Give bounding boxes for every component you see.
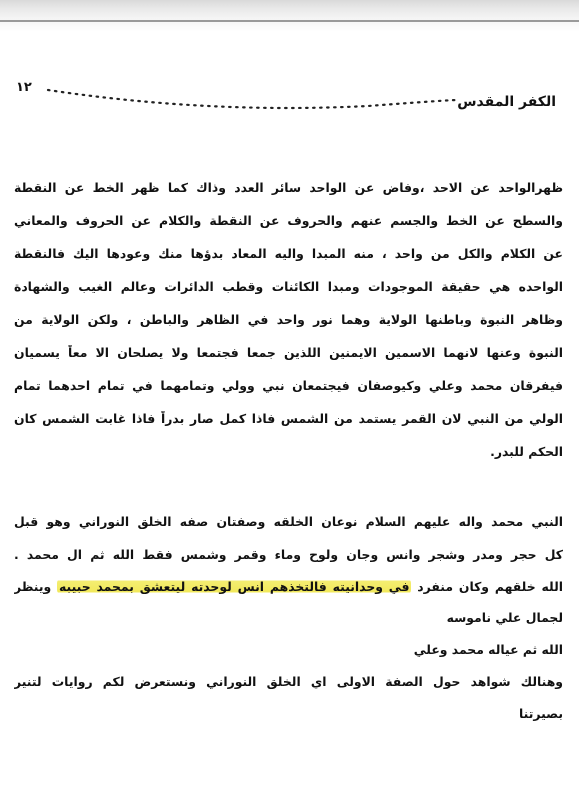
text-line: الحكم للبدر.	[490, 444, 563, 459]
text-line: الولي من النبي لان القمر يستمد من الشمس فاذا كمل صار بدراً فاذا غابت الشمس كان	[14, 411, 563, 426]
text-line: النبوة وعنها لانهما الاسمين الايمنين اللذين جمعا فجتمعا ولا يصلحان الا معاً يسميان	[14, 345, 563, 360]
page-number: ١٢	[16, 80, 32, 95]
text-line: والسطح عن الخط والجسم عنهم والحروف عن النقطة والكلام عن الحروف والمعاني	[14, 213, 563, 228]
scan-top-edge	[0, 0, 579, 32]
text-line: وظاهر النبوة وباطنها الولاية وهما نور واحد في الظاهر والباطن ، ولكن الولاية من	[14, 312, 563, 327]
text-line: الواحده هي حقيقة الموجودات ومبدا الكائنات وقطب الدائرات وعالم الغيب والشهادة	[14, 279, 563, 294]
text-line: فيفرقان محمد وعلي وكيوصفان فيجتمعان نبي وولي وتمامهما في تمام احدهما تمام	[14, 378, 563, 393]
chapter-title: الكفر المقدس	[457, 94, 556, 110]
highlighted-line	[14, 579, 563, 594]
text-line: وهنالك شواهد حول الصفة الاولى اي الخلق النوراني ونستعرض لكم روايات لتنير	[14, 674, 563, 689]
text-line: بصيرتنا	[519, 706, 563, 721]
text-line: عن الكلام والكل من واحد ، منه المبدا واليه المعاد بدؤها منك وعودها اليك فالنقطة	[14, 246, 563, 261]
text-line: ظهرالواحد عن الاحد ،وفاض عن الواحد سائر العدد وذاك كما ظهر الخط عن النقطة	[14, 180, 563, 195]
text-line: كل حجر ومدر وشجر وانس وجان ولوح وماء وقمر وشمس فقط الله ثم ال محمد .	[14, 547, 563, 562]
text-line: النبي محمد واله عليهم السلام نوعان الخلقه وصفتان صفه الخلق النوراني وهو قبل	[14, 514, 563, 529]
text-segment: وينظر	[14, 579, 58, 594]
text-line: لجمال علي ناموسه	[446, 610, 563, 625]
page-header	[8, 70, 556, 118]
text-line: الله ثم عياله محمد وعلي	[413, 642, 563, 657]
highlighted-text: في وحدانيته فالتخذهم انس لوحدته ليتعشق بمحمد حبيبه	[59, 579, 410, 594]
text-segment: الله خلقهم وكان منفرد	[411, 579, 563, 594]
